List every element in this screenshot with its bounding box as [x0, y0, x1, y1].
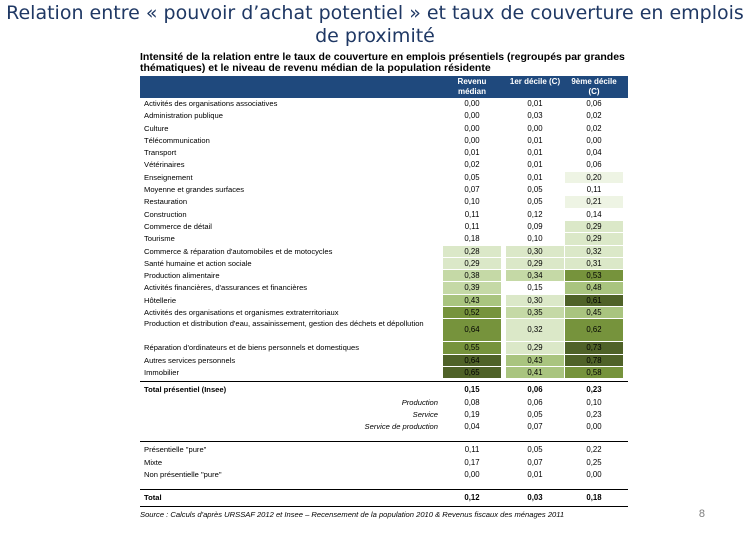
cell-value: 0,00	[586, 470, 602, 480]
separator-line	[140, 506, 628, 507]
cell-value: 0,00	[506, 123, 564, 134]
cell-value: 0,00	[586, 422, 602, 432]
row-label: Autres services personnels	[144, 355, 236, 365]
cell-value: 0,43	[443, 295, 501, 306]
cell-value: 0,07	[527, 422, 543, 432]
cell-value: 0,29	[506, 258, 564, 269]
row-label: Enseignement	[144, 172, 193, 182]
separator-line	[140, 381, 628, 382]
cell-value: 0,02	[565, 110, 623, 121]
cell-value: 0,00	[443, 123, 501, 134]
table-row	[140, 444, 628, 456]
slide-title: Relation entre « pouvoir d’achat potentiel » et taux de couverture en emplois de proximité	[6, 2, 744, 47]
cell-value: 0,10	[443, 196, 501, 207]
row-label: Santé humaine et action sociale	[144, 258, 252, 268]
cell-value: 0,01	[527, 470, 543, 480]
cell-value: 0,02	[565, 123, 623, 134]
table-row	[140, 409, 628, 421]
row-label: Production alimentaire	[144, 271, 220, 281]
table-row	[140, 319, 628, 342]
table-row	[140, 295, 628, 307]
cell-value: 0,32	[565, 246, 623, 257]
table-row	[140, 123, 628, 135]
cell-value: 0,39	[443, 282, 501, 293]
cell-value: 0,32	[506, 319, 564, 341]
cell-value: 0,23	[586, 409, 602, 419]
cell-value: 0,06	[527, 385, 543, 395]
cell-value: 0,00	[443, 135, 501, 146]
cell-value: 0,19	[464, 409, 480, 419]
cell-value: 0,35	[506, 307, 564, 318]
row-label: Administration publique	[144, 111, 223, 121]
row-label: Total présentiel (Insee)	[144, 385, 227, 395]
cell-value: 0,29	[506, 342, 564, 353]
cell-value: 0,11	[565, 184, 623, 195]
cell-value: 0,06	[527, 397, 543, 407]
cell-value: 0,45	[565, 307, 623, 318]
cell-value: 0,30	[506, 295, 564, 306]
cell-value: 0,55	[443, 342, 501, 353]
row-label: Non présentielle "pure"	[144, 470, 222, 480]
cell-value: 0,28	[443, 246, 501, 257]
row-label: Culture	[144, 123, 169, 133]
cell-value: 0,00	[443, 98, 501, 109]
table-row	[140, 172, 628, 184]
cell-value: 0,15	[464, 385, 480, 395]
header-1er-decile: 1er décile (C)	[509, 77, 561, 86]
row-label: Production et distribution d'eau, assainissement, gestion des déchets et dépollution	[144, 319, 424, 329]
cell-value: 0,11	[443, 221, 501, 232]
sub-rows	[140, 397, 628, 434]
table-row	[140, 258, 628, 270]
table-row	[140, 307, 628, 319]
cell-value: 0,04	[565, 147, 623, 158]
row-label: Restauration	[144, 197, 188, 207]
cell-value: 0,07	[527, 457, 543, 467]
cell-value: 0,20	[565, 172, 623, 183]
table-row	[140, 233, 628, 245]
cell-value: 0,22	[586, 445, 602, 455]
cell-value: 0,64	[443, 319, 501, 341]
cell-value: 0,05	[506, 196, 564, 207]
row-label: Présentielle "pure"	[144, 445, 207, 455]
cell-value: 0,10	[586, 397, 602, 407]
cell-value: 0,15	[506, 282, 564, 293]
cell-value: 0,09	[506, 221, 564, 232]
table-row	[140, 246, 628, 258]
cell-value: 0,78	[565, 355, 623, 366]
cell-value: 0,05	[506, 184, 564, 195]
cell-value: 0,41	[506, 367, 564, 378]
cell-value: 0,00	[565, 135, 623, 146]
cell-value: 0,01	[506, 135, 564, 146]
row-label: Commerce & réparation d'automobiles et de motocycles	[144, 246, 333, 256]
cell-value: 0,01	[506, 98, 564, 109]
cell-value: 0,53	[565, 270, 623, 281]
table-row	[140, 282, 628, 294]
table-row	[140, 457, 628, 469]
row-label: Mixte	[144, 457, 163, 467]
row-label: Service de production	[364, 422, 438, 432]
cell-value: 0,00	[443, 110, 501, 121]
cell-value: 0,29	[565, 233, 623, 244]
cell-value: 0,06	[565, 98, 623, 109]
header-9eme-decile: 9ème décile (C)	[571, 77, 617, 96]
row-label: Télécommunication	[144, 135, 210, 145]
table-row	[140, 367, 628, 379]
cell-value: 0,38	[443, 270, 501, 281]
cell-value: 0,06	[565, 159, 623, 170]
row-label: Hôtellerie	[144, 295, 177, 305]
table-row	[140, 421, 628, 433]
cell-value: 0,12	[506, 209, 564, 220]
cell-value: 0,01	[506, 159, 564, 170]
row-label: Moyenne et grandes surfaces	[144, 185, 245, 195]
table-row	[140, 110, 628, 122]
cell-value: 0,00	[464, 470, 480, 480]
row-label: Activités des organisations et organismes extraterritoriaux	[144, 308, 339, 318]
header-revenu-median: Revenu médian	[457, 77, 487, 96]
row-label: Transport	[144, 148, 177, 158]
cell-value: 0,30	[506, 246, 564, 257]
cell-value: 0,48	[565, 282, 623, 293]
cell-value: 0,05	[527, 445, 543, 455]
cell-value: 0,34	[506, 270, 564, 281]
cell-value: 0,58	[565, 367, 623, 378]
source-note: Source : Calculs d'après URSSAF 2012 et Insee – Recensement de la population 2010 & Revenus fiscaux des ménages 2011	[140, 509, 565, 519]
cell-value: 0,03	[506, 110, 564, 121]
row-label: Réparation d'ordinateurs et de biens personnels et domestiques	[144, 343, 360, 353]
cell-value: 0,25	[586, 457, 602, 467]
row-label: Service	[412, 409, 438, 419]
table-row	[140, 342, 628, 354]
table-row	[140, 196, 628, 208]
cell-value: 0,02	[443, 159, 501, 170]
cell-value: 0,18	[443, 233, 501, 244]
table-row	[140, 355, 628, 367]
cell-value: 0,07	[443, 184, 501, 195]
row-label: Tourisme	[144, 234, 175, 244]
row-label: Immobilier	[144, 367, 180, 377]
cell-value: 0,14	[565, 209, 623, 220]
table-row	[140, 135, 628, 147]
row-label: Commerce de détail	[144, 221, 212, 231]
table-row	[140, 159, 628, 171]
cell-value: 0,73	[565, 342, 623, 353]
cell-value: 0,12	[464, 493, 480, 503]
table-header	[140, 76, 628, 98]
cell-value: 0,21	[565, 196, 623, 207]
cell-value: 0,29	[565, 221, 623, 232]
cell-value: 0,17	[464, 457, 480, 467]
page-number: 8	[698, 508, 705, 520]
total-row	[140, 492, 628, 504]
row-label: Activités des organisations associatives	[144, 99, 278, 108]
separator-line	[140, 489, 628, 490]
row-label: Vétérinaires	[144, 160, 185, 170]
cell-value: 0,18	[586, 493, 602, 503]
cell-value: 0,65	[443, 367, 501, 378]
cell-value: 0,01	[506, 147, 564, 158]
table-title: Intensité de la relation entre le taux de couverture en emplois présentiels (regroupés par grandes thématiques) et le niveau de revenu médian de la population résidente	[140, 51, 625, 74]
cell-value: 0,61	[565, 295, 623, 306]
cell-value: 0,43	[506, 355, 564, 366]
cell-value: 0,10	[506, 233, 564, 244]
cell-value: 0,04	[464, 422, 480, 432]
main-rows	[140, 98, 628, 379]
row-label: Total	[144, 493, 162, 503]
cell-value: 0,08	[464, 397, 480, 407]
separator-line	[140, 441, 628, 442]
table-row	[140, 209, 628, 221]
cell-value: 0,05	[443, 172, 501, 183]
cell-value: 0,29	[443, 258, 501, 269]
table-row	[140, 397, 628, 409]
row-label: Production	[401, 397, 438, 407]
cell-value: 0,64	[443, 355, 501, 366]
row-label: Construction	[144, 209, 187, 219]
cell-value: 0,01	[506, 172, 564, 183]
table-row	[140, 147, 628, 159]
nature-rows	[140, 444, 628, 481]
table-row	[140, 270, 628, 282]
table-row	[140, 98, 628, 110]
cell-value: 0,11	[443, 209, 501, 220]
table-row	[140, 469, 628, 481]
cell-value: 0,05	[527, 409, 543, 419]
correlation-table	[140, 52, 628, 519]
cell-value: 0,52	[443, 307, 501, 318]
cell-value: 0,11	[464, 445, 480, 455]
table-row	[140, 184, 628, 196]
row-label: Activités financières, d'assurances et financières	[144, 283, 308, 293]
cell-value: 0,01	[443, 147, 501, 158]
cell-value: 0,62	[565, 319, 623, 341]
total-presentiel-row	[140, 384, 628, 396]
cell-value: 0,31	[565, 258, 623, 269]
cell-value: 0,03	[527, 493, 543, 503]
cell-value: 0,23	[586, 385, 602, 395]
table-row	[140, 221, 628, 233]
